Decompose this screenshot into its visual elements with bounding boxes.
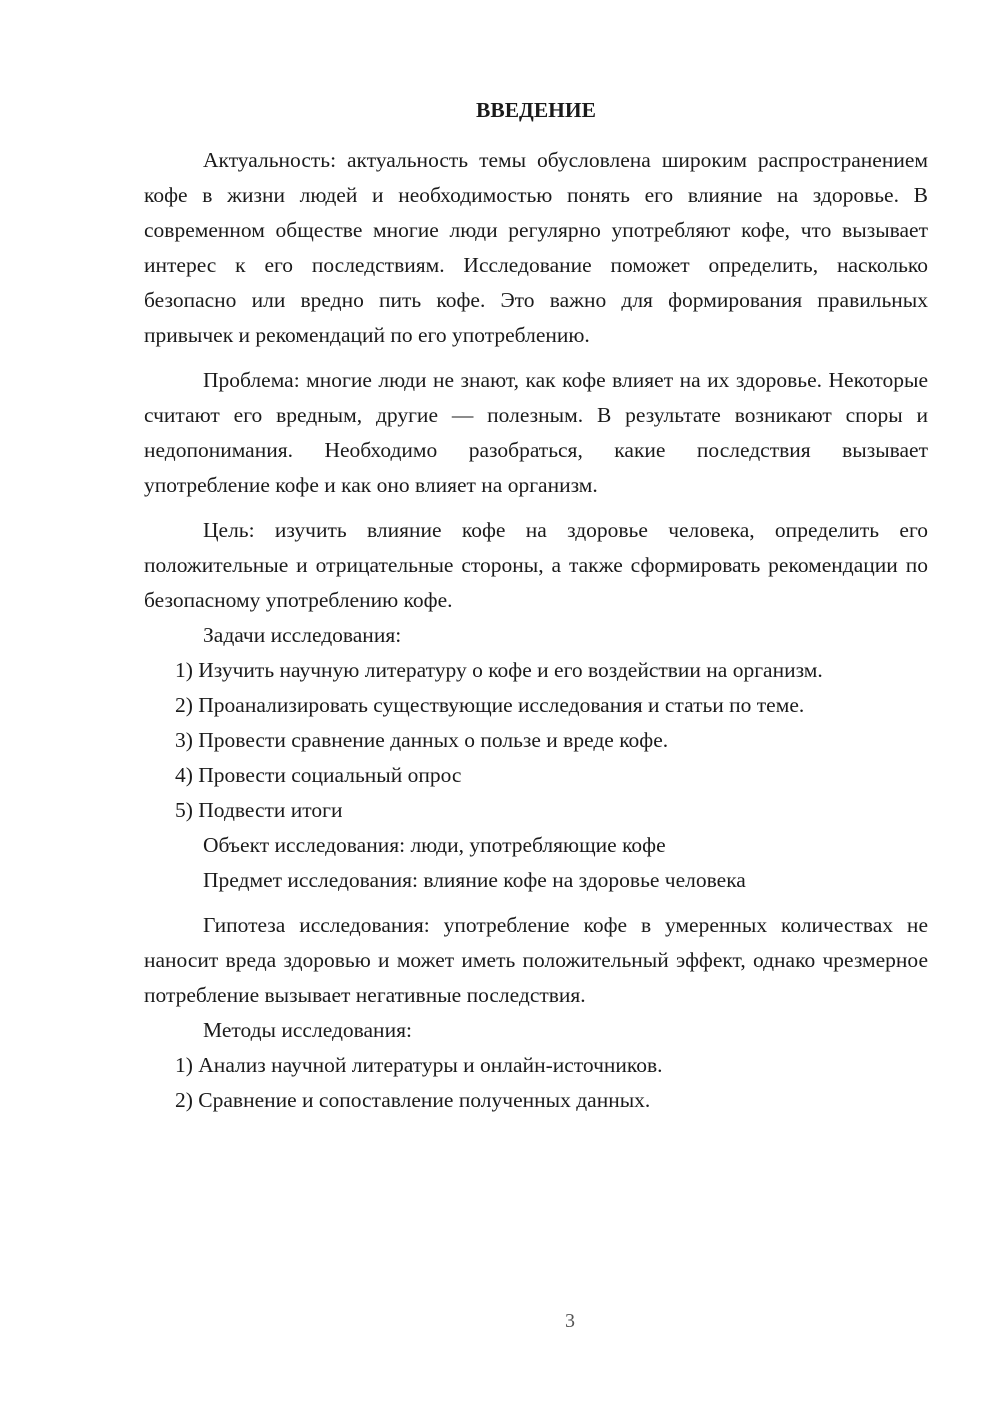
paragraph-subject: Предмет исследования: влияние кофе на здоровье человека (203, 868, 746, 892)
methods-heading: Методы исследования: (203, 1018, 412, 1042)
paragraph-object: Объект исследования: люди, употребляющие кофе (203, 833, 666, 857)
methods-list (144, 1048, 928, 1118)
paragraph-goal: Цель: изучить влияние кофе на здоровье человека, определить его положительные и отрицательные стороны, а также сформировать рекомендации по безопасному употреблению кофе. (144, 518, 928, 612)
tasks-heading: Задачи исследования: (203, 623, 402, 647)
list-item: 1) Изучить научную литературу о кофе и его воздействии на организм. (175, 658, 823, 682)
list-item: 3) Провести сравнение данных о пользе и вреде кофе. (175, 728, 669, 752)
page-number: 3 (565, 1310, 575, 1332)
section-title: ВВЕДЕНИЕ (476, 98, 596, 122)
page-content (144, 94, 928, 1118)
list-item: 2) Проанализировать существующие исследования и статьи по теме. (175, 693, 805, 717)
paragraph-problem: Проблема: многие люди не знают, как кофе влияет на их здоровье. Некоторые считают его вредным, другие — полезным. В результате возникают споры и недопонимания. Необходимо разобраться, какие последствия вызывает употребление кофе и как оно влияет на организм. (144, 368, 928, 497)
paragraph-hypothesis: Гипотеза исследования: употребление кофе в умеренных количествах не наносит вреда здоровью и может иметь положительный эффект, однако чрезмерное потребление вызывает негативные последствия. (144, 913, 928, 1007)
paragraph-relevance: Актуальность: актуальность темы обусловлена широким распространением кофе в жизни людей и необходимостью понять его влияние на здоровье. В современном обществе многие люди регулярно употребляют кофе, что вызывает интерес к его последствиям. Исследование поможет определить, насколько безопасно или вредно пить кофе. Это важно для формирования правильных привычек и рекомендаций по его употреблению. (144, 148, 928, 347)
tasks-list (144, 653, 928, 828)
list-item: 4) Провести социальный опрос (175, 763, 462, 787)
list-item: 2) Сравнение и сопоставление полученных данных. (175, 1088, 651, 1112)
list-item: 5) Подвести итоги (175, 798, 343, 822)
list-item: 1) Анализ научной литературы и онлайн-источников. (175, 1053, 663, 1077)
